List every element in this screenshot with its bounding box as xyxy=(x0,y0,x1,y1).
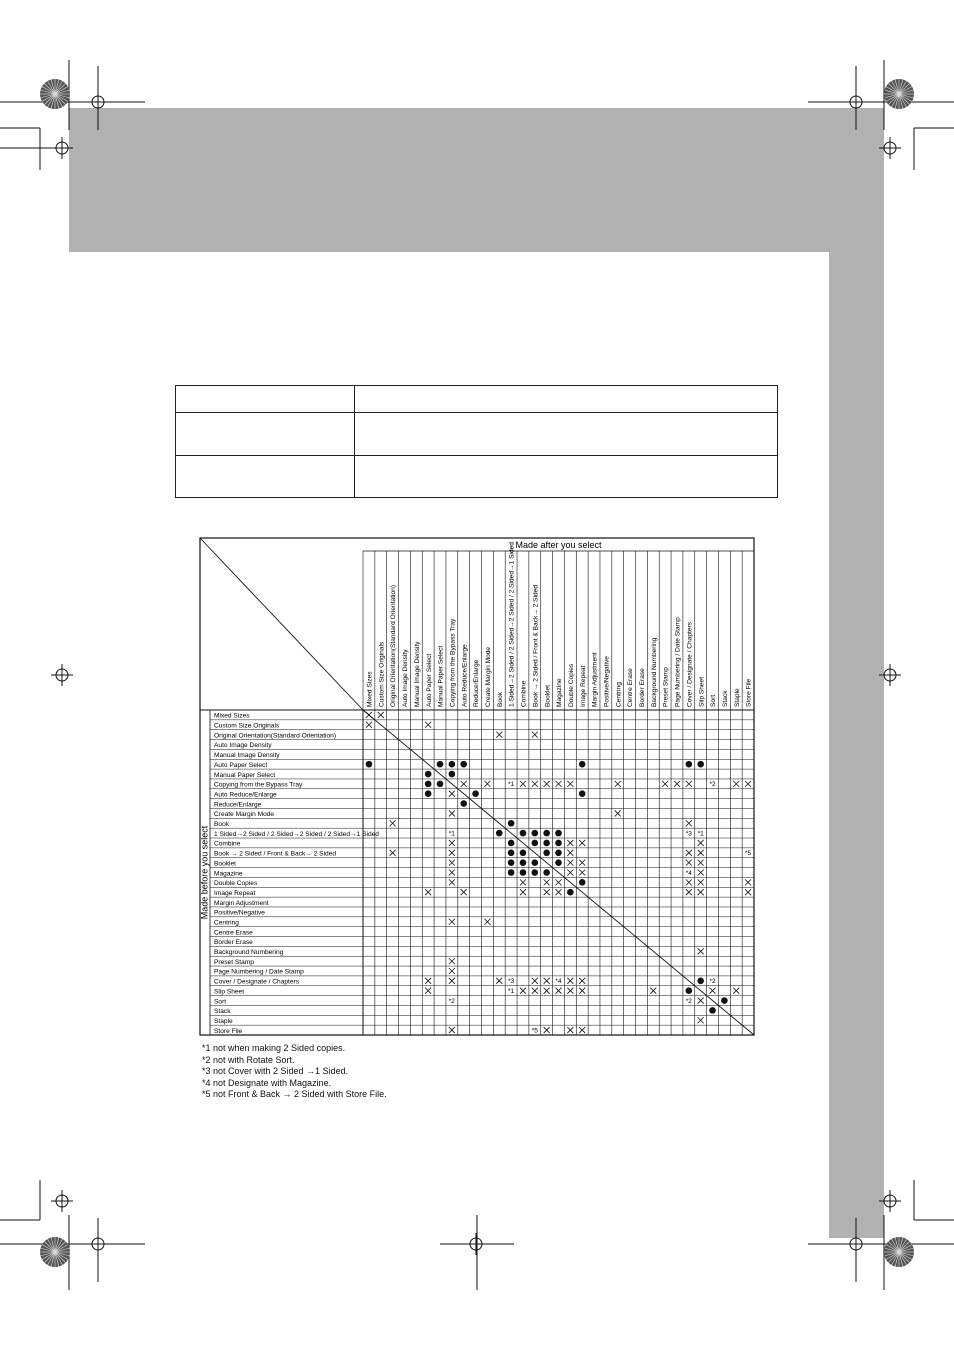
mark-footnote-ref: *4 xyxy=(685,869,692,877)
row-label: Create Margin Mode xyxy=(214,811,275,819)
column-label: Combine xyxy=(520,680,528,707)
mark-incompatible xyxy=(698,860,704,866)
mark-priority-dot xyxy=(425,771,432,778)
mark-incompatible xyxy=(686,879,692,885)
row-label: Border Erase xyxy=(214,939,253,947)
mark-priority-dot xyxy=(555,859,562,866)
mark-incompatible xyxy=(579,1027,585,1033)
mark-priority-dot xyxy=(543,869,550,876)
mark-priority-dot xyxy=(425,790,432,797)
mark-incompatible xyxy=(520,988,526,994)
mark-incompatible xyxy=(544,781,550,787)
mark-incompatible xyxy=(686,860,692,866)
mark-incompatible xyxy=(556,988,562,994)
column-label: Original Orientation(Standard Orientation) xyxy=(390,584,398,707)
mark-incompatible xyxy=(532,988,538,994)
column-label: Manual Image Density xyxy=(413,641,421,707)
mark-incompatible xyxy=(567,840,573,846)
column-label: Book xyxy=(496,691,504,707)
mark-incompatible xyxy=(366,722,372,728)
mark-priority-dot xyxy=(508,859,515,866)
mark-priority-dot xyxy=(437,761,444,768)
mark-incompatible xyxy=(686,781,692,787)
mark-priority-dot xyxy=(508,869,515,876)
mark-footnote-ref: *1 xyxy=(508,987,515,995)
column-label: 1 Sided→2 Sided / 2 Sided→2 Sided / 2 Sided→1 Sided xyxy=(508,542,516,707)
mark-incompatible xyxy=(532,978,538,984)
mark-priority-dot xyxy=(520,850,527,857)
mark-priority-dot xyxy=(579,879,586,886)
mark-priority-dot xyxy=(721,997,728,1004)
mark-incompatible xyxy=(520,781,526,787)
row-label: Centring xyxy=(214,919,239,927)
column-label: Preset Stamp xyxy=(662,667,670,707)
column-label: Staple xyxy=(733,688,741,707)
mark-priority-dot xyxy=(508,820,515,827)
mark-incompatible xyxy=(615,781,621,787)
mark-priority-dot xyxy=(460,800,467,807)
row-label: Image Repeat xyxy=(214,889,256,897)
row-label: Page Numbering / Date Stamp xyxy=(214,968,304,976)
row-label: Manual Paper Select xyxy=(214,771,276,779)
mark-priority-dot xyxy=(532,869,539,876)
mark-incompatible xyxy=(390,820,396,826)
mark-priority-dot xyxy=(709,1007,716,1014)
mark-priority-dot xyxy=(449,771,456,778)
mark-incompatible xyxy=(567,1027,573,1033)
mark-incompatible xyxy=(425,722,431,728)
mark-incompatible xyxy=(567,978,573,984)
column-label: Background Numbering xyxy=(650,637,658,707)
mark-incompatible xyxy=(556,781,562,787)
mark-priority-dot xyxy=(697,978,704,985)
mark-priority-dot xyxy=(520,830,527,837)
mark-incompatible xyxy=(449,968,455,974)
column-label: Centring xyxy=(615,682,623,707)
mark-incompatible xyxy=(686,850,692,856)
mark-priority-dot xyxy=(449,761,456,768)
row-label: Reduce/Enlarge xyxy=(214,801,262,809)
mark-incompatible xyxy=(745,879,751,885)
column-label: Sort xyxy=(710,694,718,707)
mark-incompatible xyxy=(449,1027,455,1033)
mark-priority-dot xyxy=(532,830,539,837)
mark-priority-dot xyxy=(496,830,503,837)
row-label: Auto Reduce/Enlarge xyxy=(214,791,277,799)
mark-incompatible xyxy=(520,879,526,885)
mark-incompatible xyxy=(686,889,692,895)
mark-incompatible xyxy=(567,988,573,994)
row-label: Custom Size Originals xyxy=(214,722,280,730)
mark-incompatible xyxy=(698,1017,704,1023)
mark-incompatible xyxy=(544,988,550,994)
mark-incompatible xyxy=(425,889,431,895)
row-label: Auto Paper Select xyxy=(214,761,268,769)
mark-incompatible xyxy=(733,988,739,994)
mark-incompatible xyxy=(449,850,455,856)
mark-footnote-ref: *1 xyxy=(448,830,455,838)
mark-incompatible xyxy=(698,840,704,846)
column-label: Manual Paper Select xyxy=(437,645,445,707)
mark-incompatible xyxy=(579,988,585,994)
mark-incompatible xyxy=(698,889,704,895)
column-label: Double Copies xyxy=(567,663,575,707)
mark-priority-dot xyxy=(532,859,539,866)
mark-incompatible xyxy=(579,860,585,866)
mark-incompatible xyxy=(662,781,668,787)
footnote-5: *5 not Front & Back → 2 Sided with Store File. xyxy=(202,1089,387,1099)
row-label: Centre Erase xyxy=(214,929,253,937)
column-label: Cover / Designate / Chapters xyxy=(686,621,694,707)
column-label: Copying from the Bypass Tray xyxy=(449,618,457,707)
mark-incompatible xyxy=(567,850,573,856)
footnote-3: *3 not Cover with 2 Sided →1 Sided. xyxy=(202,1066,349,1076)
mark-priority-dot xyxy=(520,859,527,866)
mark-priority-dot xyxy=(543,830,550,837)
mark-priority-dot xyxy=(508,840,515,847)
mark-priority-dot xyxy=(425,781,432,788)
row-label: Booklet xyxy=(214,860,236,868)
column-label: Booklet xyxy=(544,685,552,707)
mark-footnote-ref: *1 xyxy=(508,781,515,789)
mark-footnote-ref: *5 xyxy=(531,1027,538,1035)
mark-priority-dot xyxy=(366,761,373,768)
mark-footnote-ref: *3 xyxy=(685,830,692,838)
mark-incompatible xyxy=(698,998,704,1004)
mark-priority-dot xyxy=(567,889,574,896)
column-label: Slip Sheet xyxy=(698,676,706,707)
mark-incompatible xyxy=(532,732,538,738)
mark-priority-dot xyxy=(686,761,693,768)
mark-incompatible xyxy=(745,889,751,895)
footnote-4: *4 not Designate with Magazine. xyxy=(202,1077,332,1088)
footnotes xyxy=(202,1043,387,1101)
mark-incompatible xyxy=(461,781,467,787)
mark-incompatible xyxy=(544,889,550,895)
column-label: Auto Paper Select xyxy=(425,653,433,707)
mark-priority-dot xyxy=(543,850,550,857)
mark-footnote-ref: *2 xyxy=(448,997,455,1005)
column-label: Image Repeat xyxy=(579,665,587,707)
row-label: Mixed Sizes xyxy=(214,712,250,720)
row-label: Preset Stamp xyxy=(214,958,254,966)
row-label: Manual Image Density xyxy=(214,752,280,760)
mark-priority-dot xyxy=(686,987,693,994)
mark-footnote-ref: *2 xyxy=(709,978,716,986)
mark-priority-dot xyxy=(532,840,539,847)
mark-priority-dot xyxy=(579,790,586,797)
mark-incompatible xyxy=(425,988,431,994)
row-label: 1 Sided→2 Sided / 2 Sided→2 Sided / 2 Sided→1 Sided xyxy=(214,830,379,838)
row-label: Cover / Designate / Chapters xyxy=(214,978,300,986)
mark-priority-dot xyxy=(555,850,562,857)
mark-priority-dot xyxy=(460,761,467,768)
mark-priority-dot xyxy=(555,830,562,837)
column-label: Custom Size Originals xyxy=(378,641,386,707)
row-label: Magazine xyxy=(214,870,243,878)
mark-footnote-ref: *1 xyxy=(697,830,704,838)
mark-incompatible xyxy=(567,870,573,876)
mark-incompatible xyxy=(378,712,384,718)
mark-incompatible xyxy=(449,958,455,964)
mark-footnote-ref: *2 xyxy=(685,997,692,1005)
row-label: Double Copies xyxy=(214,880,258,888)
mark-incompatible xyxy=(544,1027,550,1033)
mark-incompatible xyxy=(449,791,455,797)
mark-incompatible xyxy=(567,781,573,787)
mark-incompatible xyxy=(532,781,538,787)
row-label: Book → 2 Sided / Front & Back→ 2 Sided xyxy=(214,850,337,858)
footnote-1: *1 not when making 2 Sided copies. xyxy=(202,1043,346,1053)
mark-incompatible xyxy=(449,870,455,876)
mark-footnote-ref: *3 xyxy=(508,978,515,986)
mark-incompatible xyxy=(710,988,716,994)
row-label: Book xyxy=(214,821,230,829)
mark-priority-dot xyxy=(520,869,527,876)
column-label: Border Erase xyxy=(639,668,647,707)
mark-incompatible xyxy=(484,919,490,925)
mark-priority-dot xyxy=(437,781,444,788)
mark-incompatible xyxy=(484,781,490,787)
column-label: Auto Image Density xyxy=(402,649,410,707)
column-label: Margin Adjustment xyxy=(591,652,599,707)
column-label: Create Margin Mode xyxy=(485,646,493,707)
mark-footnote-ref: *5 xyxy=(744,850,752,858)
mark-incompatible xyxy=(556,889,562,895)
mark-incompatible xyxy=(579,870,585,876)
mark-incompatible xyxy=(449,879,455,885)
mark-incompatible xyxy=(449,810,455,816)
mark-incompatible xyxy=(698,870,704,876)
mark-incompatible xyxy=(544,978,550,984)
mark-incompatible xyxy=(556,879,562,885)
mark-incompatible xyxy=(733,781,739,787)
column-label: Reduce/Enlarge xyxy=(473,659,481,707)
mark-incompatible xyxy=(686,820,692,826)
footnote-2: *2 not with Rotate Sort. xyxy=(202,1054,295,1065)
mark-incompatible xyxy=(698,850,704,856)
row-label: Original Orientation(Standard Orientation) xyxy=(214,732,337,740)
mark-incompatible xyxy=(544,879,550,885)
row-label: Auto Image Density xyxy=(214,742,272,750)
mark-incompatible xyxy=(650,988,656,994)
mark-incompatible xyxy=(461,889,467,895)
mark-priority-dot xyxy=(555,840,562,847)
column-label: Page Numbering / Date Stamp xyxy=(674,617,682,707)
mark-incompatible xyxy=(579,840,585,846)
column-label: Mixed Sizes xyxy=(366,671,374,707)
row-label: Sort xyxy=(214,998,227,1006)
mark-incompatible xyxy=(390,850,396,856)
column-label: Positive/Negative xyxy=(603,656,611,707)
mark-incompatible xyxy=(449,978,455,984)
row-label: Stack xyxy=(214,1008,231,1016)
row-label: Background Numbering xyxy=(214,949,284,957)
mark-incompatible xyxy=(496,978,502,984)
row-label: Positive/Negative xyxy=(214,909,265,917)
column-label: Stack xyxy=(721,690,729,707)
mark-incompatible xyxy=(745,781,751,787)
mark-priority-dot xyxy=(579,761,586,768)
row-label: Combine xyxy=(214,840,241,848)
mark-footnote-ref: *2 xyxy=(709,781,716,789)
mark-incompatible xyxy=(567,860,573,866)
row-group-label: Made before you select xyxy=(199,825,210,920)
row-label: Store File xyxy=(214,1027,243,1035)
mark-incompatible xyxy=(674,781,680,787)
row-label: Slip Sheet xyxy=(214,988,245,996)
column-label: Book → 2 Sided / Front & Back→ 2 Sided xyxy=(532,584,540,707)
column-label: Auto Reduce/Enlarge xyxy=(461,644,469,707)
mark-priority-dot xyxy=(697,761,704,768)
mark-footnote-ref: *4 xyxy=(555,978,562,986)
mark-incompatible xyxy=(366,712,372,718)
mark-incompatible xyxy=(615,810,621,816)
row-label: Staple xyxy=(214,1017,233,1025)
mark-incompatible xyxy=(449,919,455,925)
mark-incompatible xyxy=(449,840,455,846)
mark-incompatible xyxy=(496,732,502,738)
row-label: Margin Adjustment xyxy=(214,899,269,907)
mark-incompatible xyxy=(698,948,704,954)
column-label: Store File xyxy=(745,678,753,707)
mark-priority-dot xyxy=(508,850,515,857)
mark-priority-dot xyxy=(472,790,479,797)
mark-incompatible xyxy=(425,978,431,984)
mark-incompatible xyxy=(520,889,526,895)
mark-priority-dot xyxy=(543,840,550,847)
mark-incompatible xyxy=(449,860,455,866)
column-label: Magazine xyxy=(556,678,564,707)
mark-incompatible xyxy=(579,978,585,984)
row-label: Copying from the Bypass Tray xyxy=(214,781,303,789)
column-group-label: Made after you select xyxy=(515,540,602,550)
column-label: Centre Erase xyxy=(627,668,635,707)
mark-incompatible xyxy=(698,879,704,885)
